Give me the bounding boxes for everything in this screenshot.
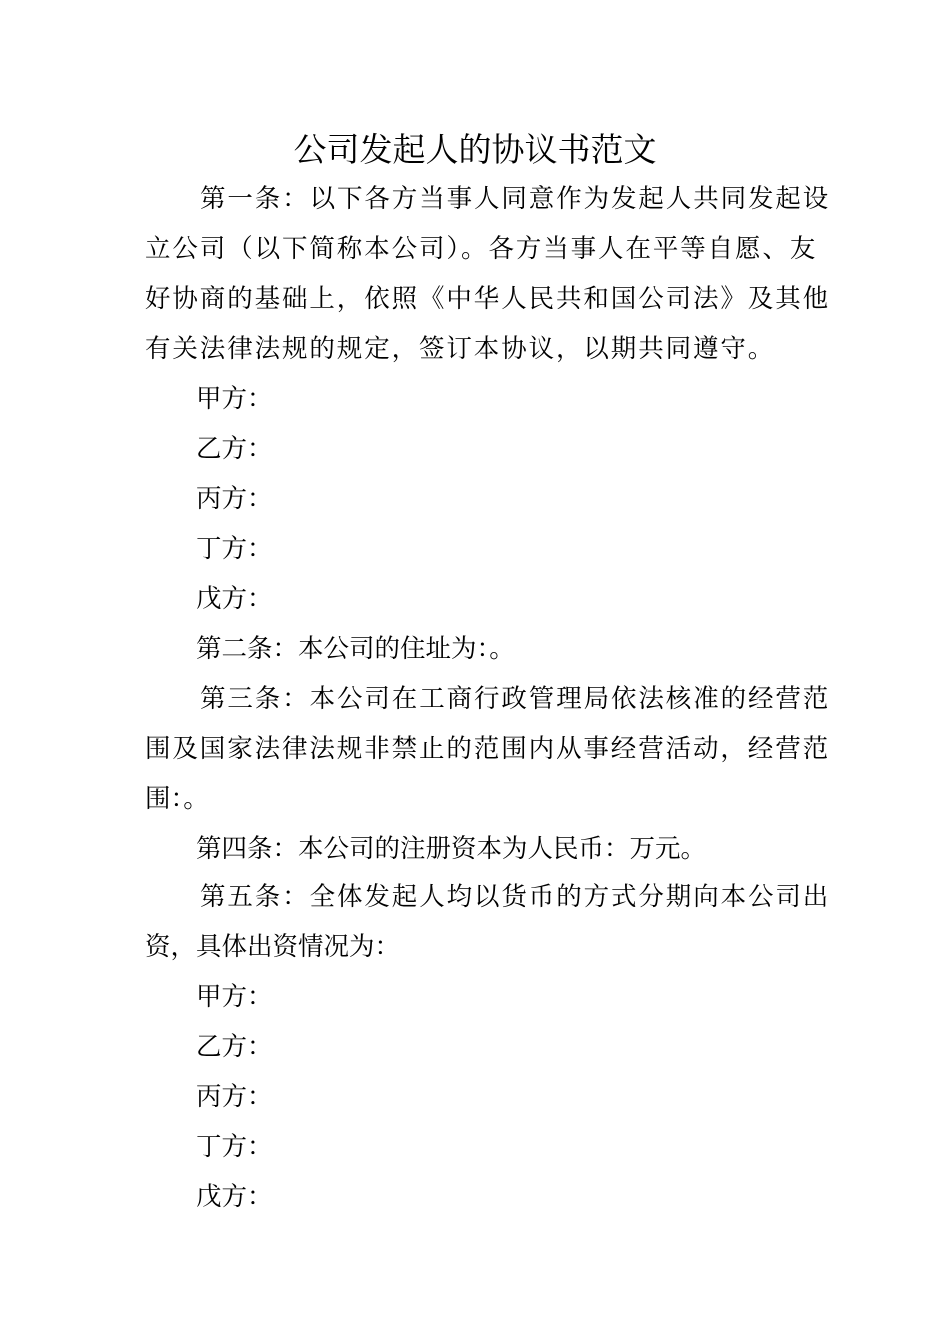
article-1-line-1: 第一条：以下各方当事人同意作为发起人共同发起设 (200, 184, 831, 214)
article-5-line-1: 第五条：全体发起人均以货币的方式分期向本公司出 (200, 882, 831, 912)
party-c-2: 丙方： (196, 1082, 273, 1112)
article-3-line-2: 围及国家法律法规非禁止的范围内从事经营活动，经营范 (145, 734, 831, 764)
article-2: 第二条：本公司的住址为：。 (196, 634, 515, 664)
document-title: 公司发起人的协议书范文 (293, 130, 657, 169)
party-a-1: 甲方： (196, 384, 273, 414)
article-3-line-1: 第三条：本公司在工商行政管理局依法核准的经营范 (200, 684, 831, 714)
article-4: 第四条：本公司的注册资本为人民币：万元。 (196, 834, 707, 864)
party-e-1: 戊方： (196, 584, 273, 614)
party-d-1: 丁方： (196, 534, 273, 564)
article-5-line-2: 资，具体出资情况为： (145, 932, 401, 962)
party-b-1: 乙方： (196, 434, 273, 464)
article-3-line-3: 围：。 (145, 784, 209, 814)
party-b-2: 乙方： (196, 1032, 273, 1062)
party-e-2: 戊方： (196, 1182, 273, 1212)
party-d-2: 丁方： (196, 1132, 273, 1162)
article-1-line-2: 立公司（以下简称本公司）。各方当事人在平等自愿、友 (145, 234, 818, 264)
article-1-line-3: 好协商的基础上，依照《中华人民共和国公司法》及其他 (145, 284, 831, 314)
article-1-line-4: 有关法律法规的规定，签订本协议，以期共同遵守。 (145, 334, 776, 364)
party-a-2: 甲方： (196, 982, 273, 1012)
party-c-1: 丙方： (196, 484, 273, 514)
